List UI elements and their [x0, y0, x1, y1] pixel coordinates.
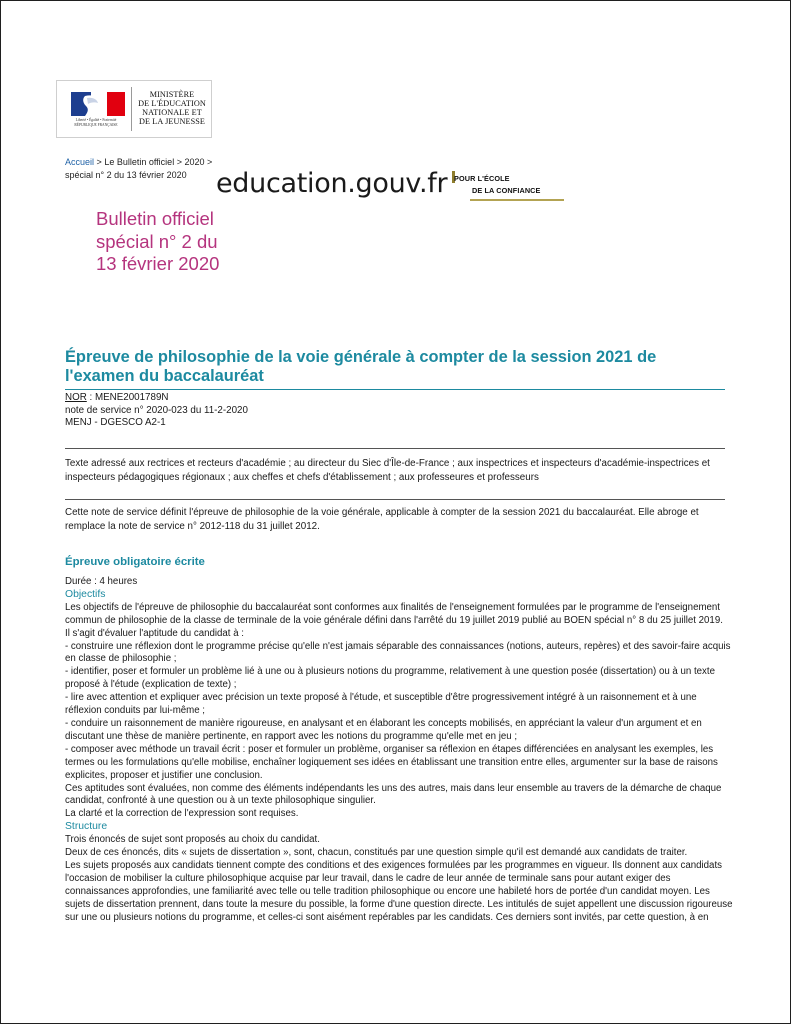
title-underline — [65, 389, 725, 390]
confiance-line-2: DE LA CONFIANCE — [472, 186, 541, 195]
marianne-flag-icon — [71, 92, 125, 116]
divider — [65, 448, 725, 449]
duration-text: Durée : 4 heures — [65, 576, 138, 587]
list-item: - identifier, poser et formuler un problème lié à une ou à plusieurs notions du programme, relativement à une question posée (dissertation) ou à un texte proposé à l'étude (explication de texte) ; — [65, 666, 715, 691]
intro-paragraph: Cette note de service définit l'épreuve de philosophie de la voie générale, applicable à compter de la session 2021 du baccalauréat. Elle abroge et remplace la note de service n° 2012-118 du 31 juillet 2012. — [65, 507, 699, 532]
breadcrumb-current: spécial n° 2 du 13 février 2020 — [65, 170, 187, 180]
note-reference: note de service n° 2020-023 du 11-2-2020 — [65, 404, 248, 416]
paragraph: Les objectifs de l'épreuve de philosophie du baccalauréat sont conformes aux finalités de l'enseignement formulées par le programme de l'enseignement commun de philosophie de la classe de terminale de la voie générale défini dans l'arrêté du 19 juillet 2019 publié au BOEN spécial n° 8 du 25 juillet 2019. — [65, 601, 723, 626]
list-item: - conduire un raisonnement de manière rigoureuse, en analysant et en élaborant les concepts mobilisés, en appréciant la valeur d'un argument et en discutant une thèse de manière pertinente, en rapport avec les notions du programme qu'elle met en jeu ; — [65, 717, 702, 742]
ministry-line: MINISTÈRE — [149, 90, 195, 99]
ministry-line: DE L'ÉDUCATION — [138, 99, 206, 108]
section-heading: Épreuve obligatoire écrite — [65, 556, 205, 568]
nor-label: NOR — [65, 392, 87, 403]
structure-heading: Structure — [65, 821, 108, 833]
paragraph: Il s'agit d'évaluer l'aptitude du candidat à : — [65, 627, 244, 639]
objectives-heading: Objectifs — [65, 588, 106, 600]
list-item: - lire avec attention et expliquer avec précision un texte proposé à l'étude, et susceptible d'être progressivement intégré à un raisonnement et à une réflexion conduits par lui-même ; — [65, 692, 697, 717]
breadcrumb-separator: > — [176, 157, 182, 167]
paragraph: La clarté et la correction de l'expression sont requises. — [65, 808, 299, 820]
nor-line — [65, 392, 565, 405]
bulletin-title: Bulletin officiel spécial n° 2 du 13 février 2020 — [96, 208, 220, 274]
motto-text — [65, 118, 127, 127]
ministry-line: DE LA JEUNESSE — [139, 117, 205, 126]
breadcrumb — [65, 156, 220, 182]
divider — [65, 499, 725, 500]
paragraph: Trois énoncés de sujet sont proposés au choix du candidat. — [65, 834, 320, 846]
confiance-underline — [470, 199, 564, 201]
author-reference: MENJ - DGESCO A2-1 — [65, 417, 166, 429]
breadcrumb-home-link[interactable]: Accueil — [65, 157, 95, 167]
ecole-confiance-logo — [450, 169, 564, 202]
list-item: - composer avec méthode un travail écrit : poser et formuler un problème, organiser sa réflexion en étapes différenciées en analysant les exemples, les termes ou les formulations qu'elle mobilise, enchaîner logiquement ses idées en établissant une transition entre elles, argumenter sur la base de raisons explicites, proposer et justifier une conclusion. — [65, 743, 718, 781]
site-brand[interactable]: education.gouv.fr — [216, 168, 448, 199]
article-body — [65, 576, 733, 924]
confiance-line-1: POUR L'ÉCOLE — [454, 174, 510, 183]
paragraph: Les sujets proposés aux candidats tiennent compte des conditions et des exigences formulées par les programmes en vigueur. Ils donnent aux candidats l'occasion de mobiliser la culture philosophique acquise par leur travail, dans le cadre de leur année de terminale sans pour autant exiger des connaissances approfondies, une familiarité avec telle ou telle tradition philosophique ou encore une habileté hors de portée d'un candidat moyen. Les sujets de dissertation prennent, dans toute la mesure du possible, la forme d'une question directe. Les intitulés de sujet appellent une discussion rigoureuse sur une ou plusieurs notions du programme, et celles-ci sont aisément repérables par les candidats. Ces derniers sont invités, par cette question, à en — [65, 859, 733, 923]
motto-line: Liberté • Égalité • Fraternité — [75, 118, 117, 122]
paragraph: Ces aptitudes sont évaluées, non comme des éléments indépendants les uns des autres, mais dans leur ensemble au travers de la démarche de chaque candidat, confronté à une question ou à un texte philosophique singulier. — [65, 782, 722, 807]
marianne-block — [57, 81, 129, 137]
nor-value: : MENE2001789N — [86, 392, 169, 403]
list-item: - construire une réflexion dont le programme précise qu'elle n'est jamais séparable des connaissances (notions, auteurs, repères) et des savoir-faire acquis en classe de philosophie ; — [65, 640, 731, 665]
addressees: Texte adressé aux rectrices et recteurs d'académie ; au directeur du Siec d'Île-de-France ; aux inspectrices et inspecteurs d'académie-inspectrices et inspecteurs pédagogiques régionaux ; aux cheffes et chefs d'établissement ; aux professeures et professeurs — [65, 458, 710, 483]
article-meta — [65, 392, 565, 430]
paragraph: Deux de ces énoncés, dits « sujets de dissertation », sont, chacun, constitués par une question simple qu'il est demandé aux candidats de traiter. — [65, 847, 688, 859]
logo-divider — [131, 87, 132, 131]
ministry-logo[interactable] — [56, 80, 212, 138]
breadcrumb-year[interactable]: 2020 — [184, 157, 205, 167]
breadcrumb-separator: > — [207, 157, 213, 167]
ministry-name — [135, 90, 209, 126]
republic-line: RÉPUBLIQUE FRANÇAISE — [74, 122, 118, 127]
breadcrumb-bulletin[interactable]: Le Bulletin officiel — [104, 157, 175, 167]
breadcrumb-separator: > — [96, 157, 102, 167]
ministry-line: NATIONALE ET — [142, 108, 202, 117]
article-title: Épreuve de philosophie de la voie générale à compter de la session 2021 de l'examen du baccalauréat — [65, 348, 657, 385]
